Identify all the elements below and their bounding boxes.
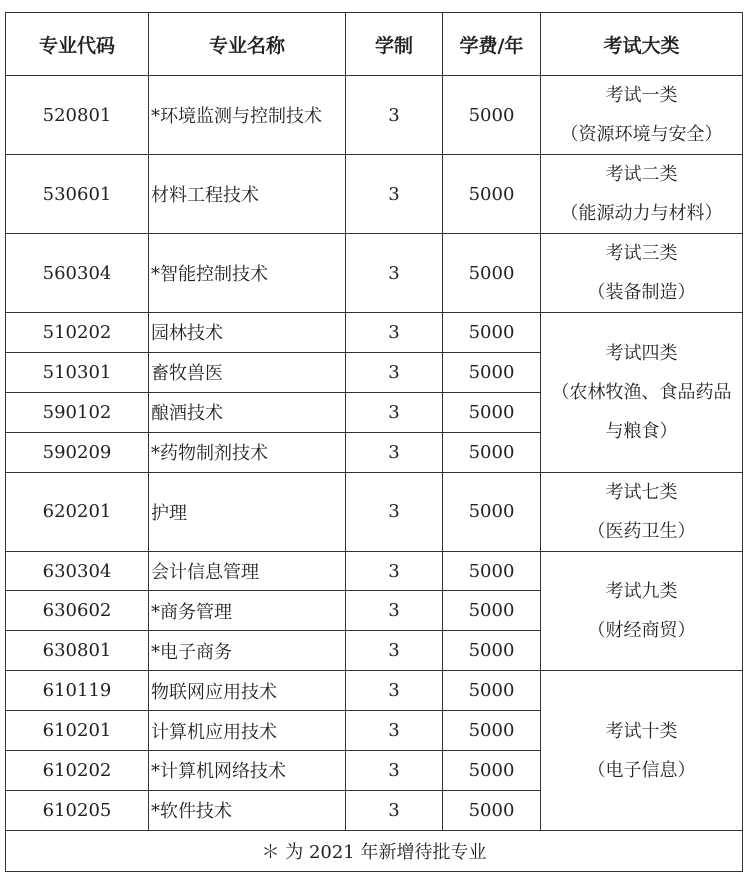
major-code: 610119 [6, 671, 149, 711]
exam-category-line: （农林牧渔、食品药品 [551, 381, 732, 403]
tuition-fee: 5000 [443, 591, 541, 631]
header-row [6, 13, 743, 76]
header-name: 专业名称 [149, 13, 346, 76]
study-years: 3 [346, 711, 443, 751]
major-name: 园林技术 [149, 313, 346, 353]
exam-category [541, 234, 743, 313]
footnote: ＊ 为 2021 年新增待批专业 [6, 830, 743, 871]
major-name: *计算机网络技术 [149, 751, 346, 791]
exam-category-line: （医药卫生） [587, 520, 696, 542]
exam-category [541, 472, 743, 551]
major-code: 630801 [6, 631, 149, 671]
majors-table [5, 12, 743, 872]
exam-category-line: 考试四类 [605, 342, 678, 364]
major-name: 畜牧兽医 [149, 352, 346, 392]
major-name: *智能控制技术 [149, 234, 346, 313]
major-name: 物联网应用技术 [149, 671, 346, 711]
study-years: 3 [346, 392, 443, 432]
major-code: 590209 [6, 432, 149, 472]
tuition-fee: 5000 [443, 551, 541, 591]
header-years: 学制 [346, 13, 443, 76]
study-years: 3 [346, 155, 443, 234]
tuition-fee: 5000 [443, 432, 541, 472]
major-code: 560304 [6, 234, 149, 313]
study-years: 3 [346, 472, 443, 551]
exam-category-line: （能源动力与材料） [560, 203, 723, 224]
major-name: 酿酒技术 [149, 392, 346, 432]
major-code: 610201 [6, 711, 149, 751]
tuition-fee: 5000 [443, 790, 541, 830]
tuition-fee: 5000 [443, 711, 541, 751]
table-row [6, 155, 743, 234]
major-name: *商务管理 [149, 591, 346, 631]
major-code: 530601 [6, 155, 149, 234]
major-name: 计算机应用技术 [149, 711, 346, 751]
tuition-fee: 5000 [443, 234, 541, 313]
major-code: 610202 [6, 751, 149, 791]
study-years: 3 [346, 432, 443, 472]
study-years: 3 [346, 352, 443, 392]
major-code: 510202 [6, 313, 149, 353]
major-name: *电子商务 [149, 631, 346, 671]
exam-category [541, 313, 743, 473]
study-years: 3 [346, 671, 443, 711]
header-fee: 学费/年 [443, 13, 541, 76]
major-name: 会计信息管理 [149, 551, 346, 591]
exam-category-line: 考试九类 [605, 580, 678, 602]
header-code: 专业代码 [6, 13, 149, 76]
exam-category [541, 671, 743, 831]
study-years: 3 [346, 751, 443, 791]
tuition-fee: 5000 [443, 155, 541, 234]
exam-category-line: 考试十类 [605, 720, 678, 742]
tuition-fee: 5000 [443, 392, 541, 432]
exam-category-line: 考试七类 [605, 481, 678, 503]
table-row [6, 76, 743, 155]
footnote-row [6, 830, 743, 871]
exam-category-line: 与粮食） [605, 420, 678, 442]
tuition-fee: 5000 [443, 352, 541, 392]
major-code: 630602 [6, 591, 149, 631]
exam-category-line: （财经商贸） [587, 619, 696, 641]
table-row [6, 551, 743, 591]
exam-category-line: 考试三类 [605, 243, 678, 264]
major-code: 510301 [6, 352, 149, 392]
tuition-fee: 5000 [443, 472, 541, 551]
exam-category [541, 155, 743, 234]
major-code: 520801 [6, 76, 149, 155]
major-code: 610205 [6, 790, 149, 830]
study-years: 3 [346, 234, 443, 313]
table-row [6, 472, 743, 551]
study-years: 3 [346, 76, 443, 155]
major-name: 护理 [149, 472, 346, 551]
tuition-fee: 5000 [443, 631, 541, 671]
tuition-fee: 5000 [443, 313, 541, 353]
tuition-fee: 5000 [443, 751, 541, 791]
exam-category [541, 551, 743, 671]
exam-category-line: （装备制造） [587, 282, 696, 303]
exam-category-line: （电子信息） [587, 759, 696, 781]
major-name: *软件技术 [149, 790, 346, 830]
study-years: 3 [346, 591, 443, 631]
exam-category-line: （资源环境与安全） [560, 124, 723, 145]
exam-category [541, 76, 743, 155]
major-code: 620201 [6, 472, 149, 551]
table-row [6, 313, 743, 353]
exam-category-line: 考试一类 [605, 85, 678, 106]
table-row [6, 234, 743, 313]
study-years: 3 [346, 790, 443, 830]
major-name: 材料工程技术 [149, 155, 346, 234]
major-name: *环境监测与控制技术 [149, 76, 346, 155]
major-name: *药物制剂技术 [149, 432, 346, 472]
header-category: 考试大类 [541, 13, 743, 76]
study-years: 3 [346, 551, 443, 591]
tuition-fee: 5000 [443, 671, 541, 711]
table-row [6, 671, 743, 711]
table-body [6, 76, 743, 872]
study-years: 3 [346, 313, 443, 353]
table-wrapper [5, 12, 743, 872]
major-code: 590102 [6, 392, 149, 432]
tuition-fee: 5000 [443, 76, 541, 155]
study-years: 3 [346, 631, 443, 671]
exam-category-line: 考试二类 [605, 164, 678, 185]
major-code: 630304 [6, 551, 149, 591]
